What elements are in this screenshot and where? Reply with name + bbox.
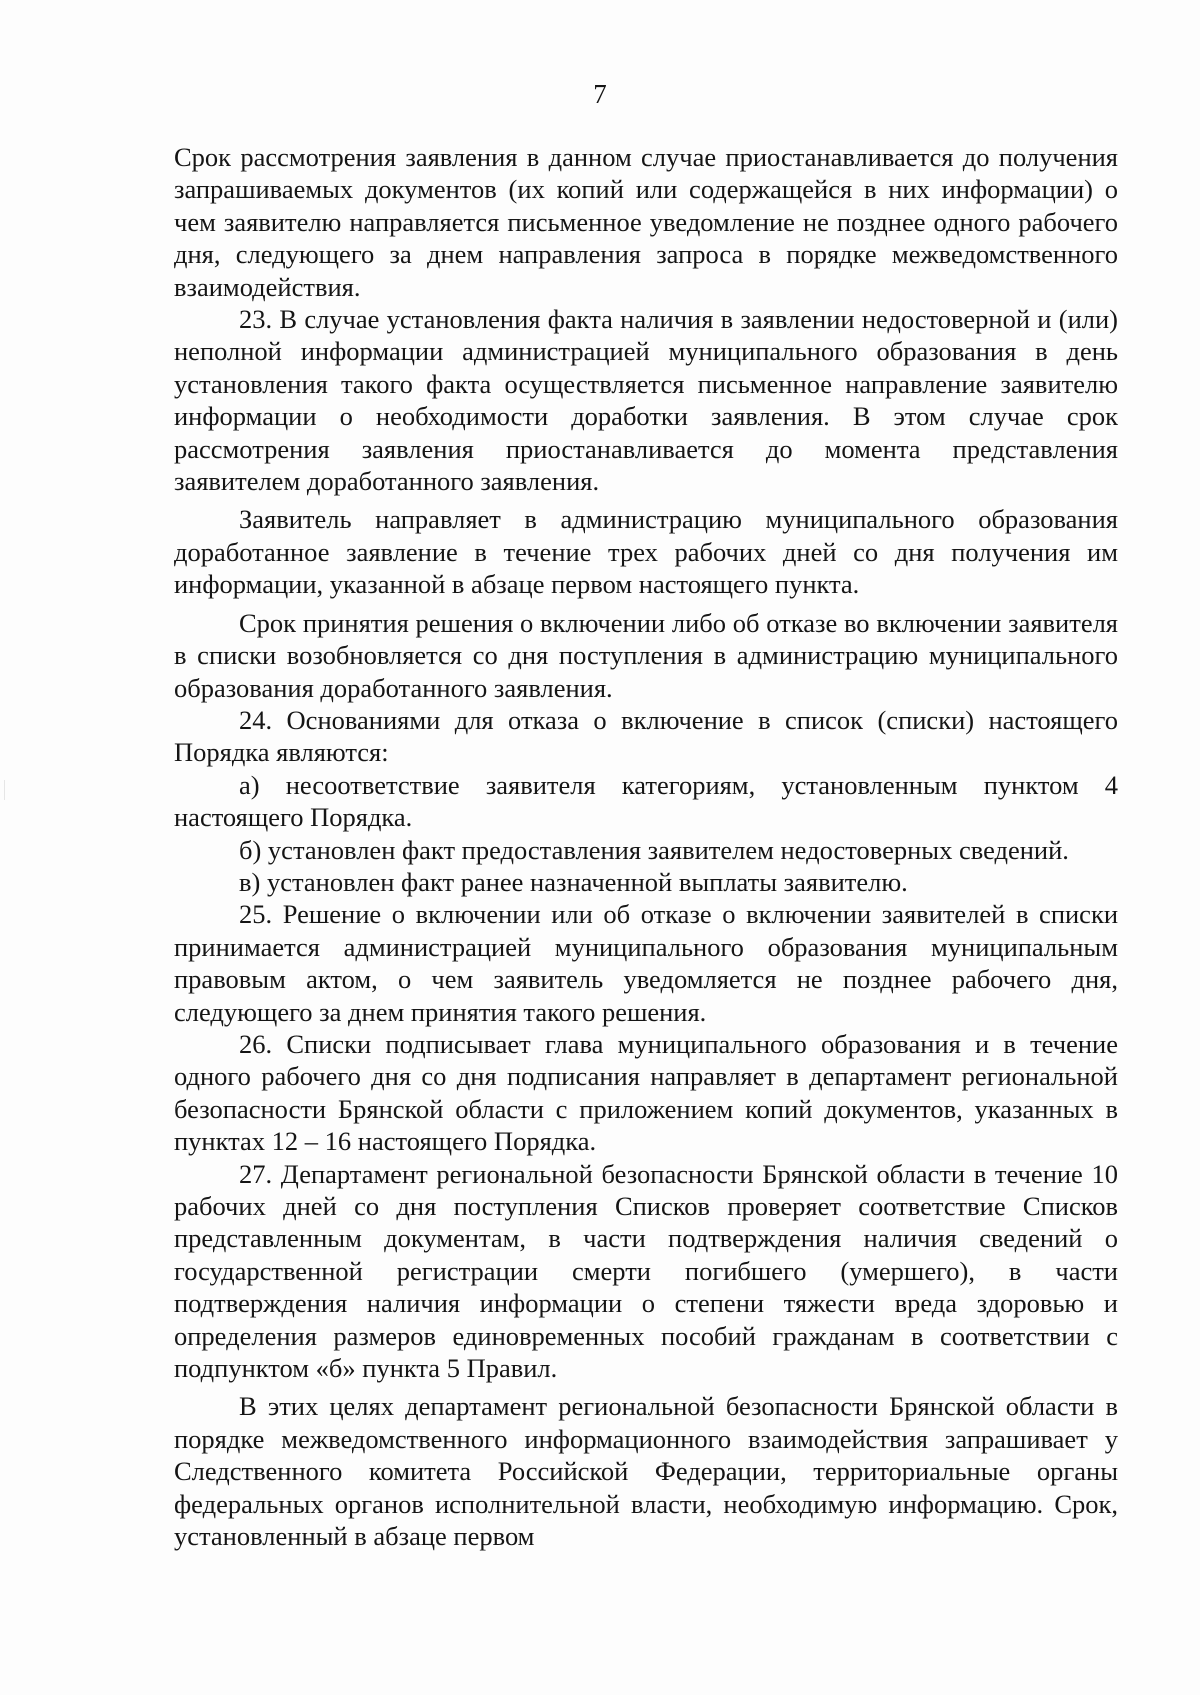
list-item-v: в) установлен факт ранее назначенной выплаты заявителю. bbox=[239, 866, 908, 897]
document-body bbox=[174, 141, 1118, 1552]
paragraph-decision-resumption: Срок принятия решения о включении либо об отказе во включении заявителя в списки возобновляется со дня поступления в администрацию муниципального образования доработанного заявления. bbox=[174, 607, 1118, 703]
paragraph-clause-24: 24. Основаниями для отказа о включение в список (списки) настоящего Порядка являются: bbox=[174, 704, 1118, 768]
paragraph-continuation: Срок рассмотрения заявления в данном случае приостанавливается до получения запрашиваемых документов (их копий или содержащейся в них информации) о чем заявителю направляется письменное уведомление не позднее одного рабочего дня, следующего за днем направления запроса в порядке межведомственного взаимодействия. bbox=[174, 142, 1118, 302]
page-number: 7 bbox=[593, 79, 607, 109]
paragraph-clause-25: 25. Решение о включении или об отказе о включении заявителей в списки принимается администрацией муниципального образования муниципальным правовым актом, о чем заявитель уведомляется не позднее рабочего дня, следующего за днем принятия такого решения. bbox=[174, 899, 1118, 1027]
paragraph-clause-26: 26. Списки подписывает глава муниципального образования и в течение одного рабочего дня со дня подписания направляет в департамент региональной безопасности Брянской области с приложением копий документов, указанных в пунктах 12 – 16 настоящего Порядка. bbox=[174, 1028, 1118, 1157]
paragraph-clause-23: 23. В случае установления факта наличия в заявлении недостоверной и (или) неполной информации администрацией муниципального образования в день установления такого факта осуществляется письменное направление заявителю информации о необходимости доработки заявления. В этом случае срок рассмотрения заявления приостанавливается до момента представления заявителем доработанного заявления. bbox=[174, 304, 1118, 497]
paragraph-revision-deadline: Заявитель направляет в администрацию муниципального образования доработанное заявление в течение трех рабочих дней со дня получения им информации, указанной в абзаце первом настоящего пункта. bbox=[174, 504, 1118, 600]
scan-artifact bbox=[4, 780, 5, 800]
list-item-b: б) установлен факт предоставления заявителем недостоверных сведений. bbox=[239, 834, 1069, 865]
paragraph-interagency-request: В этих целях департамент региональной безопасности Брянской области в порядке межведомственного информационного взаимодействия запрашивает у Следственного комитета Российской Федерации, территориальные органы федеральных органов исполнительной власти, необходимую информацию. Срок, установленный в абзаце первом bbox=[174, 1391, 1118, 1552]
paragraph-clause-27: 27. Департамент региональной безопасности Брянской области в течение 10 рабочих дней со дня поступления Списков проверяет соответствие Списков представленным документам, в части подтверждения наличия сведений о государственной регистрации смерти погибшего (умершего), в части подтверждения наличия информации о степени тяжести вреда здоровью и определения размеров единовременных пособий гражданам в соответствии с подпунктом «б» пункта 5 Правил. bbox=[174, 1158, 1118, 1384]
list-item-a: а) несоответствие заявителя категориям, установленным пунктом 4 настоящего Порядка. bbox=[174, 769, 1118, 833]
